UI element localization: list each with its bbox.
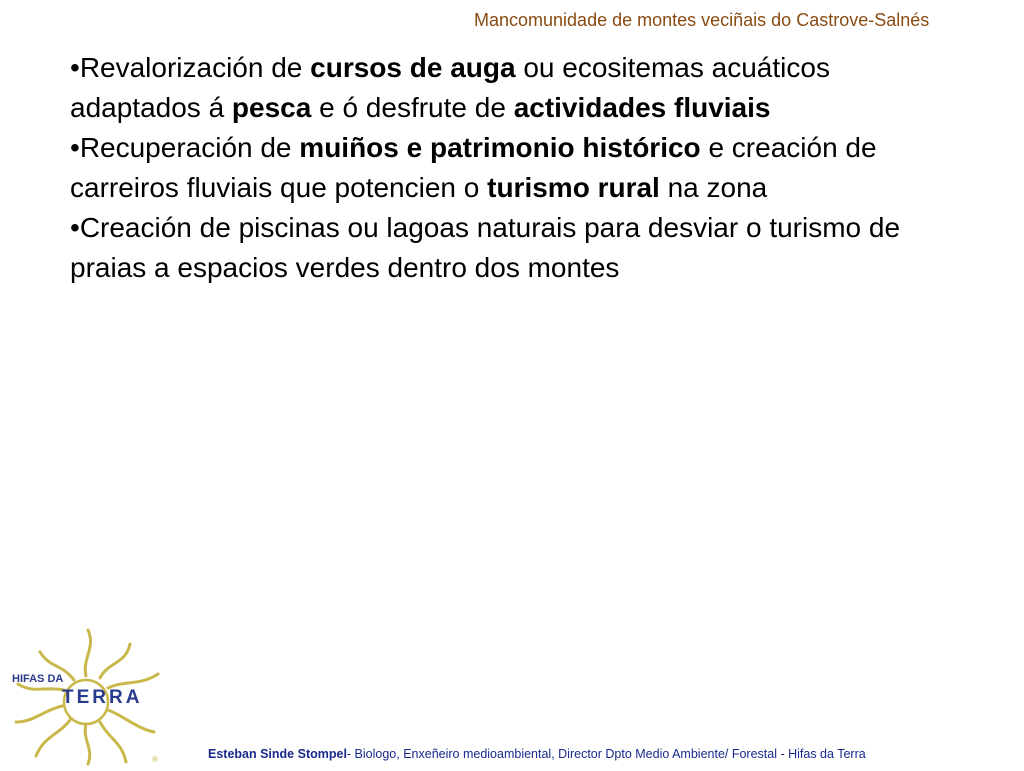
bullet-bold-text: muiños e patrimonio histórico <box>299 132 701 163</box>
bullet-bold-text: pesca <box>231 92 312 123</box>
bullet-marker: • <box>70 212 80 243</box>
bullet-text: Recuperación de <box>79 132 300 163</box>
bullet-item <box>70 128 960 208</box>
bullet-text: e creación de carreiros fluviais que potencien o <box>70 132 877 203</box>
footer-credits <box>208 746 1020 762</box>
logo-text-top: HIFAS DA <box>12 673 64 685</box>
header-organization: Mancomunidade de montes veciñais do Castrove-Salnés <box>474 10 930 30</box>
bullet-marker: • <box>70 52 80 83</box>
bullet-bold-text: actividades fluviais <box>513 92 771 123</box>
registered-mark: ® <box>152 755 158 764</box>
logo-text-main: TERRA <box>62 687 143 708</box>
bullet-text: Revalorización de <box>79 52 311 83</box>
footer-author: Esteban Sinde Stompel <box>208 747 347 761</box>
bullet-item <box>70 48 960 128</box>
hifas-da-terra-logo <box>4 624 170 766</box>
bullet-item <box>70 208 960 288</box>
sun-logo-icon <box>4 624 170 766</box>
footer-role: - Biologo, Enxeñeiro medioambiental, Director Dpto Medio Ambiente/ Forestal - Hifas da Terra <box>346 747 866 761</box>
bullet-list <box>70 48 960 288</box>
bullet-bold-text: cursos de auga <box>310 52 516 83</box>
bullet-text: Creación de piscinas ou lagoas naturais para desviar o turismo de praias a espacios verdes dentro dos montes <box>70 212 901 283</box>
bullet-text: na zona <box>659 172 768 203</box>
bullet-bold-text: turismo rural <box>487 172 660 203</box>
bullet-text: ou ecositemas acuáticos adaptados á <box>70 52 830 123</box>
bullet-text: e ó desfrute de <box>311 92 514 123</box>
bullet-marker: • <box>70 132 80 163</box>
